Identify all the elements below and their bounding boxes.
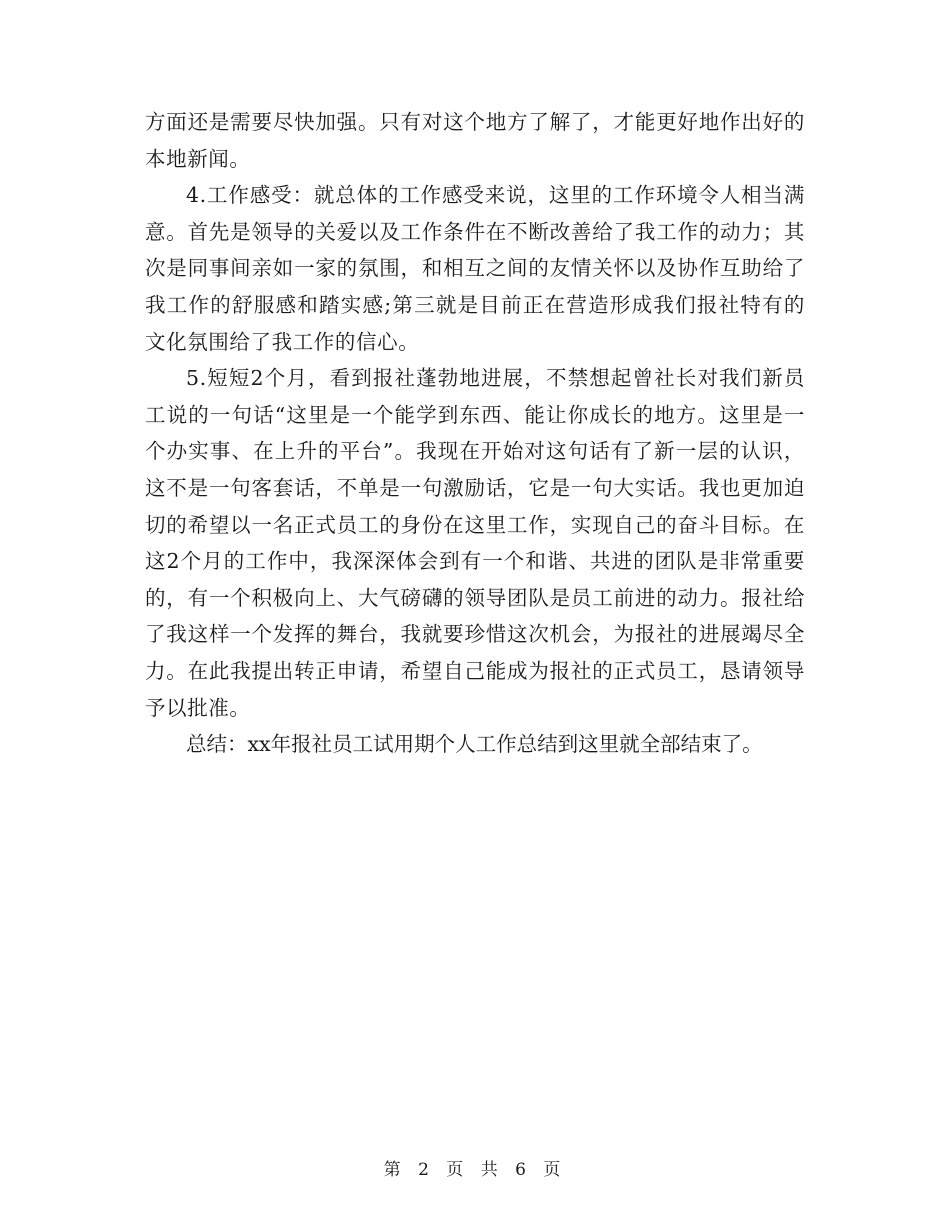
- page-number-footer: 第 2 页 共 6 页: [383, 1160, 567, 1180]
- paragraph-summary: 总结：xx年报社员工试用期个人工作总结到这里就全部结束了。: [186, 732, 763, 757]
- document-body: [145, 104, 805, 763]
- paragraph-2: 4.工作感受：就总体的工作感受来说，这里的工作环境令人相当满意。首先是领导的关爱以及工作条件在不断改善给了我工作的动力；其次是同事间亲如一家的氛围，和相互之间的友情关怀以及协作互助给了我工作的舒服感和踏实感;第三就是目前正在营造形成我们报社特有的文化氛围给了我工作的信心。: [145, 183, 805, 354]
- paragraph-1: 方面还是需要尽快加强。只有对这个地方了解了，才能更好地作出好的本地新闻。: [145, 110, 805, 171]
- paragraph-3: 5.短短2个月，看到报社蓬勃地进展，不禁想起曾社长对我们新员工说的一句话“这里是一个能学到东西、能让你成长的地方。这里是一个办实事、在上升的平台”。我现在开始对这句话有了新一层的认识，这不是一句客套话，不单是一句激励话，它是一句大实话。我也更加迫切的希望以一名正式员工的身份在这里工作，实现自己的奋斗目标。在这2个月的工作中，我深深体会到有一个和谐、共进的团队是非常重要的，有一个积极向上、大气磅礴的领导团队是员工前进的动力。报社给了我这样一个发挥的舞台，我就要珍惜这次机会，为报社的进展竭尽全力。在此我提出转正申请，希望自己能成为报社的正式员工，恳请领导予以批准。: [145, 366, 805, 720]
